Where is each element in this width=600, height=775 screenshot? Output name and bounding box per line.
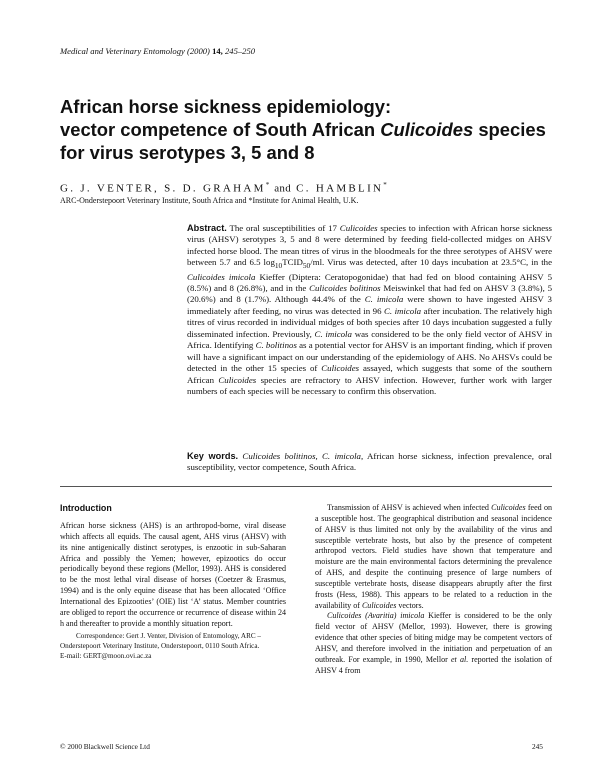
footer-page-number: 245 (532, 742, 543, 751)
body-italic: Culicoides (491, 503, 526, 512)
abstract-italic: Culicoides (218, 374, 257, 385)
abstract-text: Meiswinkel that had fed on AHSV 3 (3.8%), 5 (20.6%) and 8 (1.7%). Although 44.4% of the (187, 283, 552, 305)
journal-pages: 245–250 (224, 46, 256, 56)
introduction-heading: Introduction (60, 503, 112, 513)
body-italic: Culicoides (361, 600, 397, 610)
abstract-text: species to infection with African horse sickness virus (AHSV) serotypes 3, 5 and 8 were determined by feeding field-collected midges on AHSV infected horse blood. The mean titres of virus in the bloodmeals for the three serotypes of AHSV were between 5.7 and 6.5 log (187, 223, 552, 268)
author-3: C. HAMBLIN (296, 182, 384, 195)
body-text: reported the isolation of AHSV 4 from (315, 654, 552, 675)
author-3-mark: * (383, 181, 387, 189)
title-line-2-end: species (473, 119, 546, 140)
abstract (187, 223, 552, 398)
keywords (187, 451, 552, 474)
abstract-subscript: 10 (274, 261, 283, 271)
abstract-text: /ml. Virus was detected, after 10 days incubation at 23.5°C, in the (310, 257, 552, 268)
keywords-heading: Key words. (187, 451, 239, 461)
correspondence-line-2: Onderstepoort Veterinary Institute, Onderstepoort, 0110 South Africa. (60, 641, 260, 650)
correspondence-note (60, 632, 286, 661)
introduction-paragraph: African horse sickness (AHS) is an arthropod-borne, viral disease which affects all equids. The causal agent, AHS virus (AHSV) with its nine antigenically distinct serotypes, is enzootic in sub-Saharan Africa and possibly the Yemen; however, epizootics do occur periodically beyond these regions (Mellor, 1993). AHS is considered to be the most lethal viral disease of horses (Coetzer & Erasmus, 1994) and is the only equine disease that has been allocated ‘Office International des Epizooties’ (OIE) list ‘A’ status. Member countries are obliged to report the occurrence or recurrence of disease within 24 h and thereafter to provide a monthly situation report. (60, 521, 286, 628)
keywords-italic: C. imicola (322, 451, 361, 461)
author-1: G. J. VENTER, (60, 182, 160, 195)
abstract-text: TCID (282, 257, 303, 268)
abstract-text: species are refractory to AHSV infection. However, further work with larger numbers of each species will be necessary to confirm this observation. (187, 374, 553, 397)
author-and: and (274, 182, 292, 195)
abstract-italic: Culicoides (321, 363, 360, 374)
author-2: S. D. GRAHAM (164, 182, 266, 195)
abstract-text: after incubation. The relatively high titres of virus recorded in individual midges of both species after 10 days incubation suggested a fully disseminated infection. Previously, (187, 305, 552, 339)
abstract-text: were shown to have ingested AHSV 3 immediately after feeding, no virus was detected in 96 (187, 294, 552, 316)
abstract-italic: Culicoides bolitinos (309, 283, 381, 294)
keywords-text: , African horse sickness, infection prevalence, oral susceptibility, vector competence, South Africa. (187, 451, 553, 473)
abstract-italic: Culicoides imicola (187, 271, 256, 282)
abstract-italic: Culicoides (339, 223, 378, 233)
right-paragraph-1 (315, 503, 552, 611)
journal-name: Medical and Veterinary Entomology (60, 46, 185, 56)
abstract-text: Kieffer (Diptera: Ceratopogonidae) that had fed on blood containing AHSV 5 (8.5%) and 8 (26.8%), and in the (187, 271, 552, 294)
body-italic: et al. (450, 654, 469, 664)
title-line-1: African horse sickness epidemiology: (60, 96, 392, 117)
journal-volume: 14, (212, 46, 223, 56)
journal-header (60, 46, 255, 56)
journal-year: (2000) (186, 46, 210, 56)
abstract-text: as a potential vector for AHSV is an important finding, which if proven will have a significant impact on our understanding of the epidemiology of AHS. No AHSVs could be detected in the other 15 species of (187, 340, 553, 374)
abstract-heading: Abstract. (187, 223, 227, 233)
section-divider (60, 486, 552, 487)
title-line-2-start: vector competence of South African (60, 119, 381, 140)
right-column (315, 503, 552, 677)
keywords-italic: Culicoides bolitinos (242, 451, 316, 461)
correspondence-line-1: Correspondence: Gert J. Venter, Division of Entomology, ARC – (76, 632, 261, 640)
abstract-text: was considered to be the only field vector of AHSV in Africa. Identifying (187, 328, 552, 351)
abstract-text: The oral susceptibilities of 17 (226, 223, 340, 233)
title-line-2-italic: Culicoides (380, 119, 474, 140)
article-title (60, 95, 560, 164)
abstract-italic: C. imicola (314, 328, 352, 339)
body-text: feed on a susceptible host. The geographical distribution and seasonal incidence of AHSV is thus limited not only by the availability of the virus and susceptible vertebrate hosts, but also by the presence of competent arthropod vectors. Field studies have shown that temperature and moisture are the main environmental factors determining the prevalence of AHS, and despite the continuing presence of large numbers of susceptible vertebrate hosts, disease disappears abruptly after the first frosts (Hess, 1988). This appears to be related to a reduction in the availability of (315, 503, 552, 610)
abstract-text: assayed, which suggests that some of the southern African (187, 363, 552, 385)
author-list (60, 181, 387, 195)
abstract-italic: C. bolitinos (255, 340, 297, 351)
author-2-mark: * (265, 181, 270, 189)
title-line-2 (60, 118, 560, 141)
affiliation: ARC-Onderstepoort Veterinary Institute, South Africa and *Institute for Animal Health, U.K. (60, 196, 359, 205)
correspondence-email[interactable]: E-mail: GERT@moon.ovi.ac.za (60, 651, 152, 660)
title-line-3: for virus serotypes 3, 5 and 8 (60, 142, 315, 163)
keywords-text: , (315, 451, 323, 461)
abstract-subscript: 50 (302, 261, 311, 271)
right-paragraph-2 (315, 611, 552, 676)
abstract-italic: C. imicola (364, 294, 404, 305)
body-italic: Culicoides (Avaritia) imicola (327, 611, 425, 621)
footer-copyright: © 2000 Blackwell Science Ltd (60, 742, 150, 751)
body-text: Transmission of AHSV is achieved when infected (327, 503, 492, 512)
body-text: vectors. (396, 600, 424, 610)
abstract-italic: C. imicola (383, 305, 422, 316)
body-text: Kieffer is considered to be the only field vector of AHSV (Mellor, 1993). However, there is growing evidence that other species of biting midge may be competent vectors of AHSV, and therefore involved in the initiation and perpetuation of an outbreak. For example, in 1990, Mellor (315, 611, 552, 664)
